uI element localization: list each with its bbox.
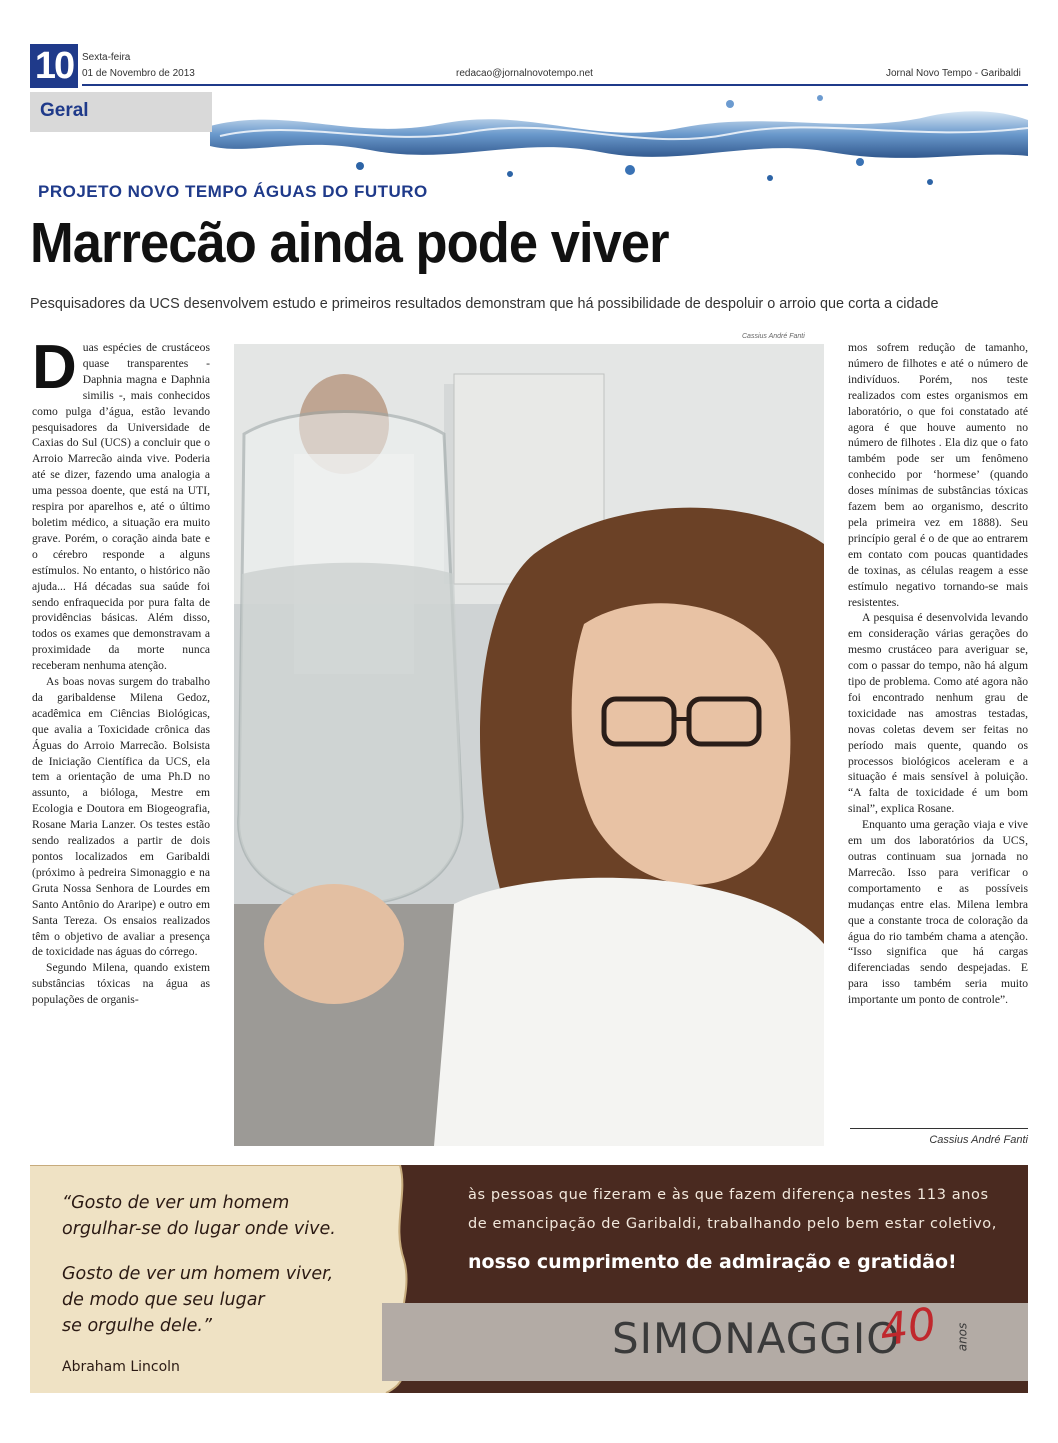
quote-line-5: se orgulhe dele.” [62, 1316, 212, 1336]
photo-credit: Cassius André Fanti [929, 1134, 1028, 1146]
article-photo [234, 344, 824, 1146]
paragraph: uas espécies de crustáceos quase transparentes - Daphnia magna e Daphnia similis -, mais conhecidos como pulga d’água, estão levando pesquisadores da Universidade de Caxias do Sul (UCS) a concluir que o Arroio Marrecão ainda vive. Poderia até se dizer, fazendo uma analogia a uma pessoa doente, que está na UTI, respira por aparelhos e, até o último boletim médico, a situação era muito grave. Porém, o coração ainda bate e o cérebro responde a alguns estímulos. No entanto, o histórico não ajuda... Há décadas sua saúde foi sendo enfraquecida por pura falta de providências básicas. Além disso, todos os exames que demonstravam a proximidade da morte nunca receberam nenhuma atenção. [32, 341, 210, 673]
page-number: 10 [30, 44, 78, 88]
paragraph: Segundo Milena, quando existem substâncias tóxicas na água as populações de organis- [32, 961, 210, 1007]
ad-text-line-1: às pessoas que fizeram e às que fazem diferença nestes 113 anos [468, 1187, 989, 1203]
article-subhead: Pesquisadores da UCS desenvolvem estudo e primeiros resultados demonstram que há possibilidade de despoluir o arroio que corta a cidade [30, 295, 939, 312]
article-kicker: PROJETO NOVO TEMPO ÁGUAS DO FUTURO [38, 182, 428, 201]
article-column-right [848, 340, 1028, 1008]
quote-line-4: de modo que seu lugar [62, 1290, 265, 1310]
section-tag [30, 92, 212, 132]
brand-logo [612, 1314, 900, 1363]
quote-author: Abraham Lincoln [62, 1359, 180, 1375]
article-column-left [32, 333, 210, 1008]
photo-credit-small: Cassius André Fanti [742, 333, 805, 340]
quote-line-1: “Gosto de ver um homem [62, 1193, 290, 1213]
brand-name: SIMONAGGIO [612, 1314, 901, 1363]
paragraph: As boas novas surgem do trabalho da garibaldense Milena Gedoz, acadêmica em Ciências Biológicas, que avalia a Toxicidade crônica das Águas do Arroio Marrecão. Bolsista de Iniciação Científica da UCS, ela tem a orientação de uma Ph.D no assunto, a bióloga, Mestre em Ecologia e Doutora em Biogeografia, Rosane Maria Lanzer. Os testes estão sendo realizados a partir de dois pontos localizados em Garibaldi (próximo à pedreira Simonaggio e na Gruta Nossa Senhora de Lourdes em Santo Antônio do Araripe) e outro em Santa Tereza. Os ensaios realizados têm o objetivo de avaliar a presença de toxicidade nas águas do córrego. [32, 675, 210, 959]
weekday: Sexta-feira [82, 52, 131, 63]
contact-email: redacao@jornalnovotempo.net [456, 68, 593, 79]
paragraph: mos sofrem redução de tamanho, número de filhotes e até o número de indivíduos. Porém, nos teste realizados com estes organismos em laboratório, o que foi constatado até agora é que houve aumento no número de filhotes . Ela diz que o fato também pode ser um fenômeno conhecido por ‘hormese’ (quando doses mínimas de substâncias tóxicas fazem bem ao organismo, descrito pela primeira vez em 1888). Seu princípio geral é o de que ao entrarem em contato com poucas quantidades de toxinas, as células reagem a esse estímulo negativo tornando-se mais resistentes. [848, 341, 1028, 609]
drop-cap: D [32, 333, 77, 402]
article-headline: Marrecão ainda pode viver [30, 211, 669, 275]
anniversary-suffix: anos [955, 1322, 970, 1352]
quote-line-3: Gosto de ver um homem viver, [62, 1264, 334, 1284]
ad-headline: nosso cumprimento de admiração e gratidão! [468, 1251, 957, 1273]
paragraph: Enquanto uma geração viaja e vive em um dos laboratórios da UCS, outras continuam sua jornada no Marrecão. Isso para verificar o comportamento e as possíveis mudanças entre elas. Milena lembra que a constante troca de coloração da água do rio também chama a atenção. “Isso significa que há cargas diferenciadas sendo despejadas. E para isso também seria muito importante um ponto de controle”. [848, 818, 1028, 1007]
ad-text-line-2: de emancipação de Garibaldi, trabalhando pelo bem estar coletivo, [468, 1216, 997, 1232]
quote-line-2: orgulhar-se do lugar onde vive. [62, 1219, 336, 1239]
issue-date: 01 de Novembro de 2013 [82, 68, 195, 79]
water-splash-banner [210, 86, 1028, 192]
credit-rule [850, 1128, 1028, 1129]
newspaper-name: Jornal Novo Tempo - Garibaldi [886, 68, 1021, 79]
anniversary-number: 40 [876, 1298, 940, 1357]
paragraph: A pesquisa é desenvolvida levando em consideração várias gerações do mesmo crustáceo para averiguar se, com o passar do tempo, não há algum tipo de problema. Como até agora não foi encontrado nenhum grau de toxicidade nas amostras testadas, novas coletas devem ser feitas no período mais quente, quando os processos biológicos aceleram e a situação é mais sensível à poluição. “A falta de toxicidade é um bom sinal”, explica Rosane. [848, 611, 1028, 816]
section-label: Geral [40, 100, 89, 121]
